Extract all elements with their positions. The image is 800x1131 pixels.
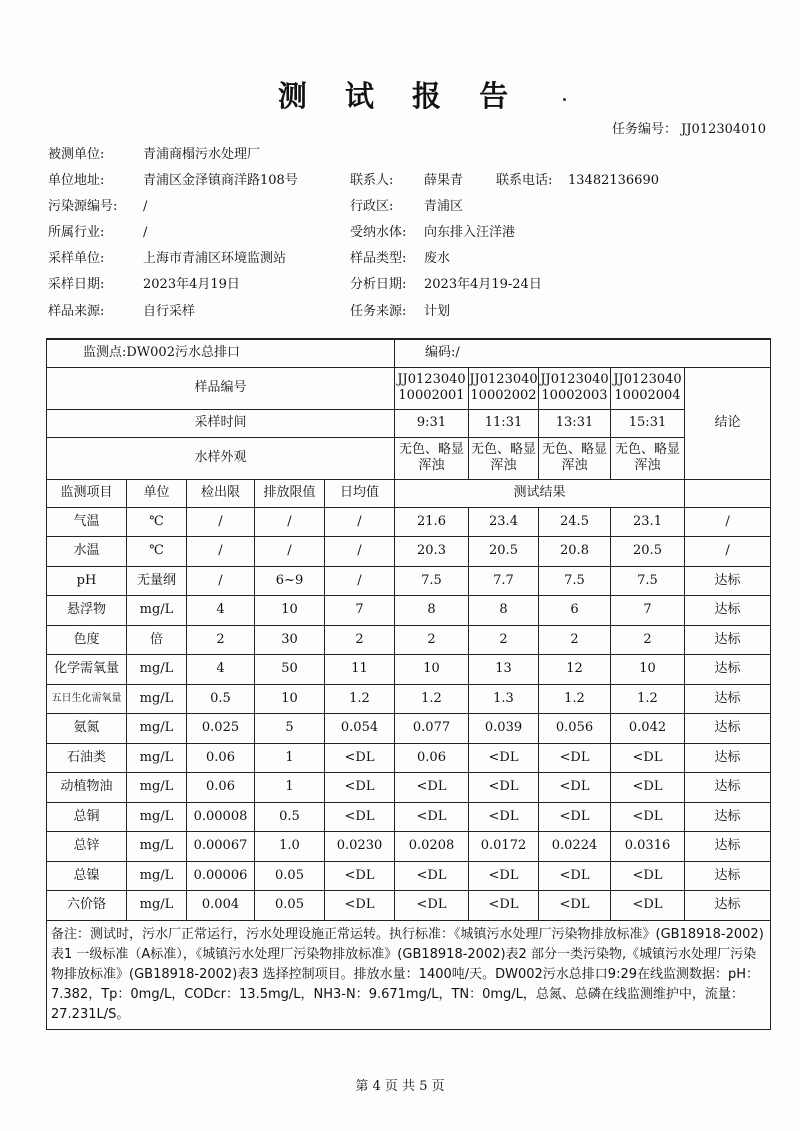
sample-no-line: JJ0123040: [540, 372, 609, 387]
appearance-label: 水样外观: [47, 437, 395, 479]
result: 2: [469, 625, 539, 655]
result: <DL: [611, 802, 685, 832]
industry: /: [143, 225, 148, 240]
detection-limit: /: [187, 566, 255, 596]
code: 编码:/: [395, 339, 771, 367]
unit: mg/L: [127, 891, 187, 921]
sampling-time: 9:31: [395, 409, 469, 437]
result: <DL: [611, 861, 685, 891]
result: 1.2: [539, 684, 611, 714]
result: 0.0172: [469, 832, 539, 862]
sampling-time: 13:31: [539, 409, 611, 437]
result: 20.5: [611, 537, 685, 567]
monitoring-item: 氨氮: [47, 714, 127, 744]
task-number: 任务编号： JJ012304010: [612, 122, 766, 137]
appearance-line: 无色、略显: [614, 442, 680, 457]
page-footer: 第 4 页 共 5 页: [355, 1079, 445, 1094]
result: 1.3: [469, 684, 539, 714]
result: 0.056: [539, 714, 611, 744]
monitoring-item: 化学需氧量: [47, 655, 127, 685]
conclusion: /: [685, 507, 771, 537]
unit: mg/L: [127, 743, 187, 773]
conclusion: 达标: [685, 861, 771, 891]
sampling-date-label: 采样日期:: [48, 277, 105, 292]
detection-limit: 0.025: [187, 714, 255, 744]
sampling-unit-label: 采样单位:: [48, 251, 105, 266]
table-row: [47, 891, 771, 921]
unit: mg/L: [127, 684, 187, 714]
result: <DL: [539, 802, 611, 832]
industry-label: 所属行业:: [48, 225, 105, 240]
page-title: 测 试 报 告: [277, 79, 523, 113]
conclusion: 达标: [685, 625, 771, 655]
unit: 倍: [127, 625, 187, 655]
appearance-line: 无色、略显: [541, 442, 607, 457]
table-header-row: [47, 339, 771, 367]
detection-limit: /: [187, 537, 255, 567]
result: <DL: [611, 743, 685, 773]
result: 0.0224: [539, 832, 611, 862]
table-row: [47, 537, 771, 567]
daily-average: 7: [325, 596, 395, 626]
conclusion: /: [685, 537, 771, 567]
result: 21.6: [395, 507, 469, 537]
monitoring-item: 气温: [47, 507, 127, 537]
result: 23.1: [611, 507, 685, 537]
column-header-row: [47, 479, 771, 507]
result: 24.5: [539, 507, 611, 537]
conclusion: 达标: [685, 714, 771, 744]
result: 0.0208: [395, 832, 469, 862]
receiving-water: 向东排入汪洋港: [424, 225, 516, 240]
daily-average: <DL: [325, 891, 395, 921]
conclusion-label: 结论: [685, 367, 771, 479]
table-row: [47, 832, 771, 862]
daily-average: <DL: [325, 802, 395, 832]
unit: ℃: [127, 537, 187, 567]
unit: mg/L: [127, 802, 187, 832]
result: <DL: [539, 773, 611, 803]
sample-no-line: JJ0123040: [469, 372, 538, 387]
note: 备注：测试时，污水厂正常运行，污水处理设施正常运转。执行标准：《城镇污水处理厂污染物排放标准》(GB18918-2002)表1 一级标准（A标准），《城镇污水处理厂污染物排放标准》(GB18918-2002)表2 部分一类污染物,《城镇污水处理厂污染物排放标准》(GB18918-2002)表3 选择控制项目。排放水量：1400吨/天。DW002污水总排口9:29在线监测数据：pH：7.382，Tp：0mg/L，CODcr：13.5mg/L，NH3-N：9.671mg/L，TN：0mg/L，总氮、总磷在线监测维护中，流量：27.231L/S。: [47, 920, 771, 1029]
column-header: 日均值: [325, 479, 395, 507]
daily-average: <DL: [325, 773, 395, 803]
unit: mg/L: [127, 596, 187, 626]
data-rows: [47, 507, 771, 920]
monitoring-item: 总铜: [47, 802, 127, 832]
monitoring-item: 石油类: [47, 743, 127, 773]
tested-unit-label: 被测单位:: [48, 147, 105, 162]
result: 7.5: [539, 566, 611, 596]
result: <DL: [611, 891, 685, 921]
result: 2: [539, 625, 611, 655]
appearance-line: 浑浊: [561, 458, 588, 473]
result: <DL: [469, 743, 539, 773]
emission-limit: /: [255, 537, 325, 567]
district-label: 行政区:: [350, 199, 394, 214]
result: 20.8: [539, 537, 611, 567]
sample-type: 废水: [424, 251, 451, 266]
daily-average: /: [325, 507, 395, 537]
sample-no-line: JJ0123040: [613, 372, 682, 387]
sampling-unit: 上海市青浦区环境监测站: [143, 251, 287, 266]
emission-limit: 30: [255, 625, 325, 655]
unit: mg/L: [127, 714, 187, 744]
detection-limit: 0.06: [187, 743, 255, 773]
result: 0.077: [395, 714, 469, 744]
sample-no-cell: [395, 367, 469, 409]
result: <DL: [395, 802, 469, 832]
result: 20.5: [469, 537, 539, 567]
result: <DL: [395, 891, 469, 921]
dot-mark: [563, 98, 566, 101]
result: 2: [395, 625, 469, 655]
result: 0.06: [395, 743, 469, 773]
result: 1.2: [611, 684, 685, 714]
result: <DL: [469, 773, 539, 803]
conclusion: 达标: [685, 596, 771, 626]
tested-unit: 青浦商榻污水处理厂: [143, 147, 261, 162]
sample-no-row: [47, 367, 771, 409]
phone-label: 联系电话:: [496, 173, 553, 188]
detection-limit: /: [187, 507, 255, 537]
phone: 13482136690: [568, 173, 659, 188]
table-row: [47, 684, 771, 714]
results-header: 测试结果: [395, 479, 685, 507]
conclusion: 达标: [685, 773, 771, 803]
unit: mg/L: [127, 655, 187, 685]
monitoring-item: 色度: [47, 625, 127, 655]
appearance-cell: [395, 437, 469, 479]
emission-limit: 1.0: [255, 832, 325, 862]
emission-limit: 0.05: [255, 891, 325, 921]
unit: mg/L: [127, 773, 187, 803]
appearance-line: 浑浊: [418, 458, 445, 473]
daily-average: 0.0230: [325, 832, 395, 862]
sampling-time: 11:31: [469, 409, 539, 437]
result: 23.4: [469, 507, 539, 537]
result: 0.0316: [611, 832, 685, 862]
result: <DL: [395, 773, 469, 803]
sampling-time: 15:31: [611, 409, 685, 437]
daily-average: <DL: [325, 861, 395, 891]
conclusion: 达标: [685, 684, 771, 714]
result: 7: [611, 596, 685, 626]
appearance-line: 无色、略显: [470, 442, 536, 457]
detection-limit: 0.06: [187, 773, 255, 803]
table-row: [47, 802, 771, 832]
appearance-line: 浑浊: [634, 458, 661, 473]
note-row: [47, 920, 771, 1029]
pollution-no: /: [143, 199, 148, 214]
result: <DL: [539, 891, 611, 921]
address-label: 单位地址:: [48, 173, 105, 188]
result: 7.5: [611, 566, 685, 596]
emission-limit: /: [255, 507, 325, 537]
conclusion: 达标: [685, 566, 771, 596]
result: 20.3: [395, 537, 469, 567]
result: <DL: [611, 773, 685, 803]
result: <DL: [469, 891, 539, 921]
table-row: [47, 566, 771, 596]
task-source-label: 任务来源:: [350, 304, 407, 319]
sample-no-line: 10002003: [541, 388, 608, 403]
result: 10: [611, 655, 685, 685]
monitoring-item: pH: [47, 566, 127, 596]
emission-limit: 10: [255, 596, 325, 626]
result: <DL: [469, 861, 539, 891]
unit: ℃: [127, 507, 187, 537]
column-header: 检出限: [187, 479, 255, 507]
detection-limit: 4: [187, 596, 255, 626]
table-row: [47, 625, 771, 655]
emission-limit: 1: [255, 773, 325, 803]
sample-type-label: 样品类型:: [350, 251, 407, 266]
result: 2: [611, 625, 685, 655]
appearance-line: 无色、略显: [398, 442, 464, 457]
emission-limit: 5: [255, 714, 325, 744]
conclusion: 达标: [685, 891, 771, 921]
emission-limit: 10: [255, 684, 325, 714]
address: 青浦区金泽镇商洋路108号: [143, 173, 298, 188]
appearance-cell: [469, 437, 539, 479]
monitoring-item: 悬浮物: [47, 596, 127, 626]
monitoring-item: 总锌: [47, 832, 127, 862]
emission-limit: 0.05: [255, 861, 325, 891]
column-header: 监测项目: [47, 479, 127, 507]
sample-no-line: JJ0123040: [397, 372, 466, 387]
task-source: 计划: [424, 304, 451, 319]
monitoring-item: 总镍: [47, 861, 127, 891]
result: 12: [539, 655, 611, 685]
result: 10: [395, 655, 469, 685]
appearance-cell: [539, 437, 611, 479]
result: <DL: [469, 802, 539, 832]
detection-limit: 0.00067: [187, 832, 255, 862]
detection-limit: 0.00008: [187, 802, 255, 832]
result: 0.042: [611, 714, 685, 744]
column-header: 排放限值: [255, 479, 325, 507]
table-row: [47, 861, 771, 891]
unit: mg/L: [127, 861, 187, 891]
appearance-line: 浑浊: [490, 458, 517, 473]
daily-average: 1.2: [325, 684, 395, 714]
result: 7.7: [469, 566, 539, 596]
monitoring-item: 水温: [47, 537, 127, 567]
result: 1.2: [395, 684, 469, 714]
monitoring-point: 监测点:DW002污水总排口: [47, 339, 395, 367]
conclusion: 达标: [685, 743, 771, 773]
result: <DL: [539, 743, 611, 773]
result: 13: [469, 655, 539, 685]
unit: 无量纲: [127, 566, 187, 596]
sample-no-cell: [539, 367, 611, 409]
contact: 薛果青: [424, 173, 464, 188]
conclusion: 达标: [685, 832, 771, 862]
emission-limit: 6~9: [255, 566, 325, 596]
column-header: 单位: [127, 479, 187, 507]
conclusion: 达标: [685, 655, 771, 685]
conclusion: 达标: [685, 802, 771, 832]
emission-limit: 0.5: [255, 802, 325, 832]
unit: mg/L: [127, 832, 187, 862]
detection-limit: 0.5: [187, 684, 255, 714]
daily-average: <DL: [325, 743, 395, 773]
table-row: [47, 596, 771, 626]
analysis-date-label: 分析日期:: [350, 277, 407, 292]
emission-limit: 50: [255, 655, 325, 685]
appearance-cell: [611, 437, 685, 479]
contact-label: 联系人:: [350, 173, 394, 188]
daily-average: /: [325, 566, 395, 596]
emission-limit: 1: [255, 743, 325, 773]
detection-limit: 2: [187, 625, 255, 655]
sample-no-line: 10002002: [470, 388, 537, 403]
result: 8: [469, 596, 539, 626]
sample-no-line: 10002001: [398, 388, 465, 403]
result: 8: [395, 596, 469, 626]
pollution-no-label: 污染源编号:: [48, 199, 118, 214]
analysis-date: 2023年4月19-24日: [424, 277, 542, 292]
results-table: [46, 338, 771, 1030]
monitoring-item: 动植物油: [47, 773, 127, 803]
appearance-row: [47, 437, 771, 479]
sampling-time-label: 采样时间: [47, 409, 395, 437]
daily-average: 11: [325, 655, 395, 685]
result: 0.039: [469, 714, 539, 744]
result: 7.5: [395, 566, 469, 596]
table-row: [47, 507, 771, 537]
table-row: [47, 743, 771, 773]
sample-no-cell: [611, 367, 685, 409]
monitoring-item: 五日生化需氧量: [47, 684, 127, 714]
detection-limit: 0.00006: [187, 861, 255, 891]
result: <DL: [539, 861, 611, 891]
sample-source: 自行采样: [143, 304, 196, 319]
receiving-water-label: 受纳水体:: [350, 225, 407, 240]
result: 6: [539, 596, 611, 626]
sample-no-cell: [469, 367, 539, 409]
sampling-time-row: [47, 409, 771, 437]
district: 青浦区: [424, 199, 464, 214]
table-row: [47, 655, 771, 685]
daily-average: 0.054: [325, 714, 395, 744]
result: <DL: [395, 861, 469, 891]
sample-no-line: 10002004: [614, 388, 681, 403]
detection-limit: 0.004: [187, 891, 255, 921]
table-row: [47, 714, 771, 744]
monitoring-item: 六价铬: [47, 891, 127, 921]
daily-average: 2: [325, 625, 395, 655]
detection-limit: 4: [187, 655, 255, 685]
daily-average: /: [325, 537, 395, 567]
column-header-blank: [685, 479, 771, 507]
sampling-date: 2023年4月19日: [143, 277, 240, 292]
sample-source-label: 样品来源:: [48, 304, 105, 319]
table-row: [47, 773, 771, 803]
sample-no-label: 样品编号: [47, 367, 395, 409]
